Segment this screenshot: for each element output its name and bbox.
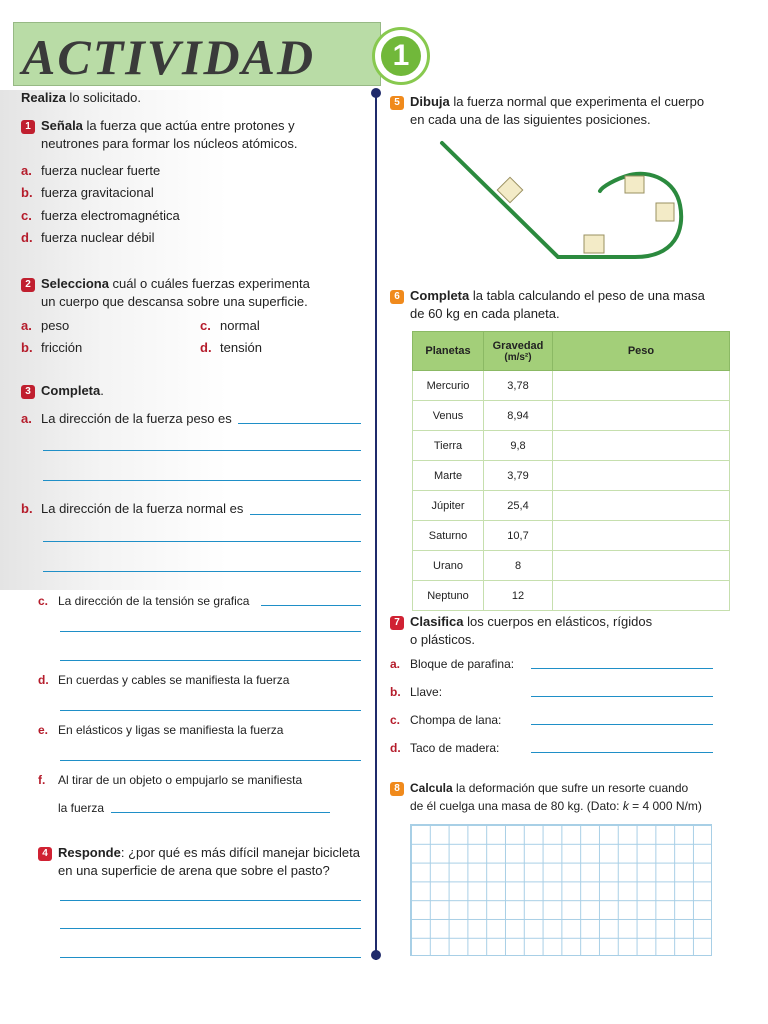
- q6-text-line2: de 60 kg en cada planeta.: [410, 306, 560, 321]
- column-divider: [375, 92, 377, 960]
- gravity-value: 12: [484, 581, 553, 611]
- q6-number: 6: [390, 290, 404, 304]
- q7-text: los cuerpos en elásticos, rígidos: [463, 614, 653, 629]
- q5-verb: Dibuja: [410, 94, 450, 109]
- q2-verb: Selecciona: [41, 276, 109, 291]
- answer-line[interactable]: [238, 423, 361, 424]
- table-header-row: [413, 332, 730, 371]
- answer-line[interactable]: [60, 928, 361, 929]
- gravity-value: 25,4: [484, 491, 553, 521]
- answer-line[interactable]: [261, 605, 361, 606]
- planet-name: Saturno: [413, 521, 484, 551]
- answer-line[interactable]: [531, 696, 713, 697]
- answer-line[interactable]: [43, 541, 361, 542]
- planet-name: Venus: [413, 401, 484, 431]
- q7-number: 7: [390, 616, 404, 630]
- q7-prompt: [390, 613, 750, 631]
- gravity-value: 8: [484, 551, 553, 581]
- q5-prompt: [390, 93, 750, 111]
- q8-prompt: [390, 780, 760, 796]
- peso-cell[interactable]: [553, 461, 730, 491]
- peso-cell[interactable]: [553, 521, 730, 551]
- q7-item: b. Llave:: [390, 685, 443, 699]
- q1-option: b. fuerza gravitacional: [21, 185, 154, 200]
- answer-line[interactable]: [111, 812, 330, 813]
- q1-number: 1: [21, 120, 35, 134]
- q7-item: c. Chompa de lana:: [390, 713, 502, 727]
- peso-cell[interactable]: [553, 431, 730, 461]
- gravity-value: 3,79: [484, 461, 553, 491]
- q1-prompt: [21, 117, 361, 135]
- block-on-loop-side[interactable]: [656, 203, 674, 221]
- q4-text: : ¿por qué es más difícil manejar bicicleta: [120, 845, 360, 860]
- gravity-value: 9,8: [484, 431, 553, 461]
- q1-verb: Señala: [41, 118, 83, 133]
- answer-line[interactable]: [60, 660, 361, 661]
- q3-item-f-line2: la fuerza: [58, 801, 105, 815]
- planet-name: Júpiter: [413, 491, 484, 521]
- answer-line[interactable]: [43, 571, 361, 572]
- intro-text: [21, 89, 141, 107]
- q7-item: a. Bloque de parafina:: [390, 657, 515, 671]
- q2-option: c. normal: [200, 318, 260, 333]
- planet-name: Mercurio: [413, 371, 484, 401]
- q2-option: d. tensión: [200, 340, 262, 355]
- q3-verb: Completa: [41, 383, 101, 398]
- table-row: [413, 581, 730, 611]
- q1-option: d. fuerza nuclear débil: [21, 230, 155, 245]
- answer-line[interactable]: [43, 480, 361, 481]
- track-path: [442, 143, 681, 257]
- block-on-loop-top[interactable]: [625, 176, 644, 193]
- peso-cell[interactable]: [553, 581, 730, 611]
- header-planetas: Planetas: [413, 332, 484, 371]
- calculation-grid[interactable]: [410, 824, 712, 956]
- q5-text: la fuerza normal que experimenta el cuerpo: [449, 94, 705, 109]
- q3-item-e: e. En elásticos y ligas se manifiesta la fuerza: [38, 723, 284, 737]
- activity-number: 1: [381, 36, 421, 76]
- planet-name: Neptuno: [413, 581, 484, 611]
- table-row: [413, 521, 730, 551]
- q7-verb: Clasifica: [410, 614, 464, 629]
- planets-table: [412, 331, 730, 611]
- q4-number: 4: [38, 847, 52, 861]
- table-row: [413, 431, 730, 461]
- q1-text-line2: neutrones para formar los núcleos atómicos.: [41, 136, 298, 151]
- q2-number: 2: [21, 278, 35, 292]
- gravity-value: 8,94: [484, 401, 553, 431]
- answer-line[interactable]: [250, 514, 361, 515]
- table-row: [413, 551, 730, 581]
- q2-option: a. peso: [21, 318, 70, 333]
- q4-prompt: [38, 844, 368, 862]
- answer-line[interactable]: [531, 668, 713, 669]
- answer-line[interactable]: [60, 957, 361, 958]
- ramp-loop-diagram: [430, 135, 700, 265]
- q2-text-line2: un cuerpo que descansa sobre una superficie.: [41, 294, 308, 309]
- q4-text-line2: en una superficie de arena que sobre el pasto?: [58, 863, 330, 878]
- q3-item-a: a. La dirección de la fuerza peso es: [21, 411, 232, 426]
- q3-item-b: b. La dirección de la fuerza normal es: [21, 501, 244, 516]
- q2-text: cuál o cuáles fuerzas experimenta: [108, 276, 310, 291]
- q1-text: la fuerza que actúa entre protones y: [82, 118, 295, 133]
- peso-cell[interactable]: [553, 551, 730, 581]
- q8-number: 8: [390, 782, 404, 796]
- block-on-floor[interactable]: [584, 235, 604, 253]
- table-row: [413, 491, 730, 521]
- q5-number: 5: [390, 96, 404, 110]
- q3-item-d: d. En cuerdas y cables se manifiesta la fuerza: [38, 673, 290, 687]
- table-row: [413, 401, 730, 431]
- peso-cell[interactable]: [553, 401, 730, 431]
- q3-item-f: f. Al tirar de un objeto o empujarlo se manifiesta: [38, 773, 303, 787]
- intro-bold: Realiza: [21, 90, 66, 105]
- q2-option: b. fricción: [21, 340, 83, 355]
- table-row: [413, 371, 730, 401]
- q3-prompt: [21, 382, 104, 400]
- answer-line[interactable]: [60, 631, 361, 632]
- gravity-value: 10,7: [484, 521, 553, 551]
- q6-prompt: [390, 287, 750, 305]
- planet-name: Urano: [413, 551, 484, 581]
- q7-text-line2: o plásticos.: [410, 632, 476, 647]
- answer-line[interactable]: [60, 760, 361, 761]
- q6-text: la tabla calculando el peso de una masa: [469, 288, 705, 303]
- peso-cell[interactable]: [553, 371, 730, 401]
- q1-option: c. fuerza electromagnética: [21, 208, 180, 223]
- q8-text-line2: de él cuelga una masa de 80 kg. (Dato: k = 4 000 N/m): [410, 799, 702, 813]
- q1-option: a. fuerza nuclear fuerte: [21, 163, 161, 178]
- q2-prompt: [21, 275, 361, 293]
- activity-number-badge: [372, 27, 430, 85]
- q3-text: .: [100, 383, 104, 398]
- gravity-value: 3,78: [484, 371, 553, 401]
- q6-verb: Completa: [410, 288, 470, 303]
- header-peso: Peso: [553, 332, 730, 371]
- answer-line[interactable]: [531, 752, 713, 753]
- q7-item: d. Taco de madera:: [390, 741, 500, 755]
- answer-line[interactable]: [43, 450, 361, 451]
- planet-name: Marte: [413, 461, 484, 491]
- divider-dot-bottom: [371, 950, 381, 960]
- q8-text: la deformación que sufre un resorte cuando: [452, 781, 689, 795]
- answer-line[interactable]: [60, 900, 361, 901]
- q8-verb: Calcula: [410, 781, 453, 795]
- q4-verb: Responde: [58, 845, 121, 860]
- activity-title: ACTIVIDAD: [22, 29, 316, 85]
- answer-line[interactable]: [531, 724, 713, 725]
- q3-number: 3: [21, 385, 35, 399]
- header-gravedad: Gravedad (m/s²): [484, 332, 553, 371]
- table-row: [413, 461, 730, 491]
- q5-text-line2: en cada una de las siguientes posiciones.: [410, 112, 651, 127]
- peso-cell[interactable]: [553, 491, 730, 521]
- intro-rest: lo solicitado.: [65, 90, 141, 105]
- answer-line[interactable]: [60, 710, 361, 711]
- planet-name: Tierra: [413, 431, 484, 461]
- q3-item-c: c. La dirección de la tensión se grafica: [38, 594, 250, 608]
